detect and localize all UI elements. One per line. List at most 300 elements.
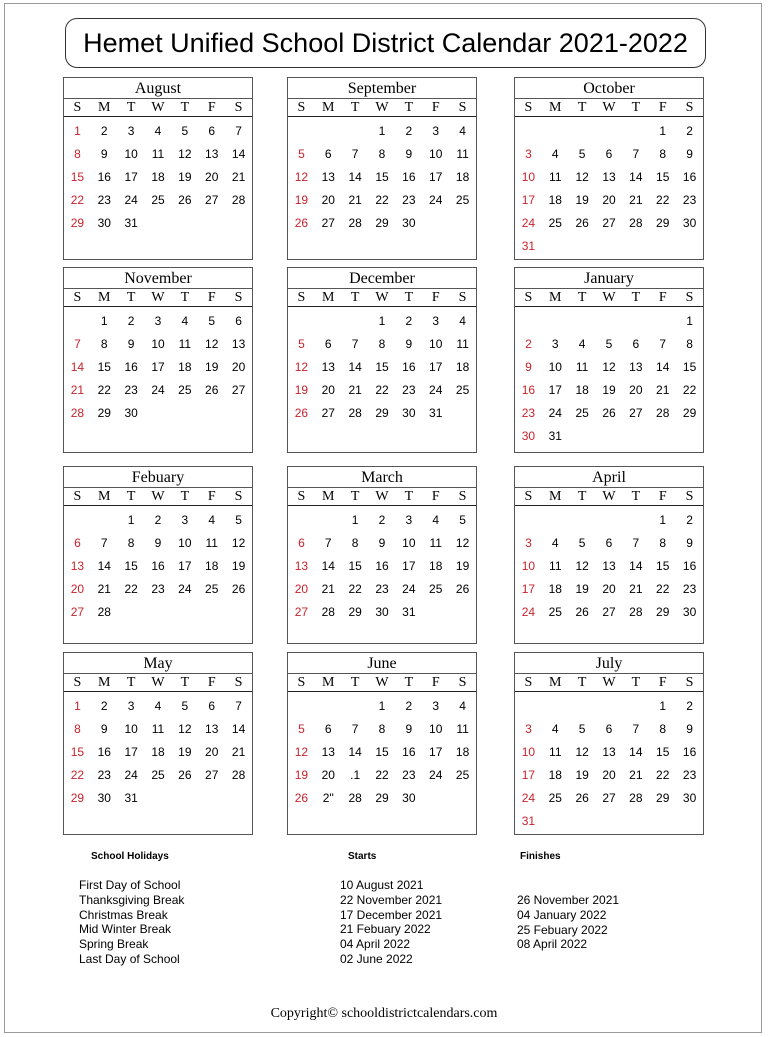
- day-cell: 7: [351, 722, 359, 736]
- day-cell: 30: [402, 791, 416, 805]
- day-cell: 28: [629, 605, 643, 619]
- day-cell: 11: [429, 536, 442, 550]
- day-cell: 26: [178, 768, 192, 782]
- weekday-label: T: [180, 489, 190, 504]
- day-cell: 11: [549, 559, 562, 573]
- day-cell: 23: [124, 383, 138, 397]
- holiday-finish-date: 04 January 2022: [517, 907, 607, 922]
- day-cell: 11: [456, 722, 469, 736]
- empty-cell: [342, 310, 369, 333]
- day-cell: 17: [124, 170, 138, 184]
- day-cell: 11: [205, 536, 218, 550]
- day-cell: 9: [405, 147, 413, 161]
- day-cell: 25: [455, 193, 470, 207]
- day-cell: 25: [548, 605, 562, 619]
- empty-cell: [342, 120, 369, 143]
- day-cell: 22: [656, 193, 670, 207]
- day-cell: 28: [629, 791, 643, 805]
- weekday-header: [64, 99, 252, 117]
- weekday-label: T: [631, 675, 641, 690]
- day-cell: 14: [348, 170, 362, 184]
- weekday-label: W: [602, 100, 616, 115]
- day-grid: [288, 692, 476, 810]
- empty-cell: [622, 120, 649, 143]
- day-cell: 22: [124, 582, 138, 596]
- day-cell: 24: [521, 605, 536, 619]
- day-cell: 28: [231, 193, 246, 207]
- day-cell: 23: [521, 406, 536, 420]
- day-cell: 4: [551, 147, 559, 161]
- day-cell: 27: [629, 406, 643, 420]
- empty-cell: [569, 695, 596, 718]
- month-name: May: [64, 653, 252, 674]
- holidays-names-header: School Holidays: [91, 851, 169, 862]
- day-cell: 3: [525, 536, 532, 550]
- day-cell: 14: [629, 170, 643, 184]
- day-grid: [64, 506, 252, 624]
- day-cell: 28: [348, 406, 362, 420]
- day-cell: 31: [429, 406, 443, 420]
- month-name: December: [288, 268, 476, 289]
- day-cell: 1: [351, 513, 359, 527]
- day-cell: 8: [659, 722, 667, 736]
- day-cell: 8: [351, 536, 359, 550]
- day-cell: 15: [375, 745, 389, 759]
- day-cell: 8: [659, 536, 667, 550]
- day-cell: 1: [100, 314, 108, 328]
- day-cell: 3: [181, 513, 189, 527]
- day-cell: 7: [659, 337, 667, 351]
- holiday-start-date: 22 November 2021: [340, 892, 443, 907]
- weekday-label: T: [631, 100, 641, 115]
- day-cell: 15: [375, 360, 389, 374]
- weekday-label: S: [685, 290, 694, 305]
- empty-cell: [569, 120, 596, 143]
- day-cell: 28: [70, 406, 85, 420]
- day-cell: 27: [231, 383, 246, 397]
- day-cell: 14: [97, 559, 111, 573]
- day-cell: 29: [656, 791, 670, 805]
- day-cell: 27: [205, 768, 219, 782]
- day-cell: 28: [348, 791, 362, 805]
- day-cell: 28: [97, 605, 111, 619]
- day-cell: 6: [298, 536, 305, 550]
- month-name: July: [515, 653, 703, 674]
- day-cell: 3: [127, 699, 135, 713]
- weekday-header: [515, 99, 703, 117]
- day-cell: 12: [178, 147, 192, 161]
- day-cell: 30: [97, 216, 111, 230]
- day-cell: 13: [602, 745, 616, 759]
- day-cell: 25: [429, 582, 443, 596]
- day-cell: 23: [402, 383, 416, 397]
- weekday-label: T: [350, 489, 360, 504]
- day-cell: 8: [378, 337, 386, 351]
- day-cell: 26: [294, 406, 309, 420]
- day-cell: 7: [351, 337, 359, 351]
- holiday-finish-date: 26 November 2021: [517, 893, 620, 907]
- day-cell: 18: [548, 768, 562, 782]
- day-cell: 9: [686, 536, 693, 550]
- day-cell: 19: [575, 768, 589, 782]
- day-cell: 27: [70, 605, 85, 619]
- day-cell: 6: [208, 699, 216, 713]
- day-cell: 7: [74, 337, 81, 351]
- empty-cell: [515, 695, 542, 718]
- holiday-name: First Day of School: [79, 878, 181, 892]
- day-cell: 7: [632, 536, 640, 550]
- day-cell: 4: [551, 722, 559, 736]
- weekday-label: F: [207, 675, 216, 690]
- holiday-finish-date: 08 April 2022: [517, 937, 588, 952]
- weekday-label: W: [375, 290, 389, 305]
- day-cell: 24: [521, 791, 536, 805]
- weekday-label: M: [549, 290, 562, 305]
- day-cell: 26: [294, 791, 309, 805]
- weekday-label: F: [431, 675, 440, 690]
- holiday-start-date: 10 August 2021: [340, 878, 424, 892]
- weekday-header: [288, 488, 476, 506]
- day-cell: 22: [70, 193, 85, 207]
- month-january: [514, 267, 704, 453]
- day-cell: 22: [70, 768, 85, 782]
- day-cell: 4: [154, 699, 162, 713]
- weekday-label: W: [151, 100, 165, 115]
- day-cell: 16: [97, 745, 111, 759]
- page-title: Hemet Unified School District Calendar 2021-2022: [65, 18, 706, 68]
- day-cell: 7: [632, 722, 640, 736]
- day-cell: 13: [321, 170, 335, 184]
- day-cell: 28: [656, 406, 670, 420]
- day-cell: 27: [602, 605, 616, 619]
- weekday-header: [64, 674, 252, 692]
- weekday-label: T: [404, 290, 414, 305]
- day-cell: 2: [378, 513, 386, 527]
- weekday-label: F: [658, 100, 667, 115]
- day-cell: 14: [231, 147, 246, 161]
- day-cell: 2: [405, 124, 413, 138]
- day-cell: 26: [294, 216, 309, 230]
- day-cell: 12: [205, 337, 219, 351]
- day-cell: 9: [686, 147, 693, 161]
- day-cell: 26: [602, 406, 616, 420]
- day-cell: 20: [231, 360, 246, 374]
- day-cell: 13: [205, 147, 219, 161]
- day-cell: 2: [100, 124, 108, 138]
- month-name: June: [288, 653, 476, 674]
- day-cell: 24: [429, 383, 443, 397]
- day-cell: 19: [294, 193, 309, 207]
- day-cell: 17: [521, 768, 536, 782]
- empty-cell: [596, 695, 623, 718]
- day-cell: 20: [602, 768, 616, 782]
- weekday-label: F: [207, 100, 216, 115]
- day-cell: 21: [629, 582, 643, 596]
- empty-cell: [315, 310, 342, 333]
- day-cell: 23: [682, 582, 697, 596]
- day-cell: 13: [602, 170, 616, 184]
- day-cell: 10: [124, 147, 138, 161]
- day-cell: 3: [127, 124, 135, 138]
- weekday-label: F: [207, 290, 216, 305]
- day-cell: 13: [294, 559, 309, 573]
- day-cell: 30: [682, 216, 697, 230]
- month-october: [514, 77, 704, 260]
- day-cell: 8: [74, 722, 81, 736]
- empty-cell: [622, 695, 649, 718]
- day-cell: 15: [656, 559, 670, 573]
- day-cell: 20: [321, 768, 335, 782]
- day-cell: 9: [525, 360, 532, 374]
- day-cell: 9: [100, 147, 108, 161]
- weekday-label: T: [180, 290, 190, 305]
- weekday-label: T: [631, 290, 641, 305]
- weekday-label: W: [602, 489, 616, 504]
- day-cell: 24: [402, 582, 416, 596]
- holiday-name: Christmas Break: [79, 907, 168, 922]
- weekday-label: W: [151, 290, 165, 305]
- day-cell: 22: [375, 768, 389, 782]
- weekday-label: T: [126, 489, 136, 504]
- day-cell: 17: [521, 582, 536, 596]
- day-cell: 25: [178, 383, 192, 397]
- day-cell: 15: [348, 559, 362, 573]
- weekday-label: S: [685, 489, 694, 504]
- month-name: September: [288, 78, 476, 99]
- weekday-label: T: [404, 100, 414, 115]
- weekday-label: S: [234, 489, 243, 504]
- day-cell: 5: [298, 147, 305, 161]
- day-cell: 1: [659, 513, 667, 527]
- weekday-label: S: [234, 100, 243, 115]
- day-cell: 2: [525, 337, 532, 351]
- day-cell: 15: [375, 170, 389, 184]
- empty-cell: [596, 120, 623, 143]
- day-cell: 23: [402, 193, 416, 207]
- day-cell: 2: [154, 513, 162, 527]
- day-cell: 28: [231, 768, 246, 782]
- day-cell: 21: [348, 383, 362, 397]
- day-cell: 19: [231, 559, 246, 573]
- day-cell: 27: [602, 216, 616, 230]
- day-cell: 4: [551, 536, 559, 550]
- day-cell: 15: [682, 360, 697, 374]
- holiday-name: Mid Winter Break: [79, 922, 172, 937]
- day-cell: 5: [578, 147, 586, 161]
- day-cell: 18: [455, 360, 470, 374]
- day-cell: 2: [127, 314, 135, 328]
- day-cell: 16: [682, 170, 697, 184]
- day-cell: 6: [605, 722, 613, 736]
- month-febuary: [63, 466, 253, 644]
- day-cell: 5: [459, 513, 466, 527]
- day-cell: 18: [455, 170, 470, 184]
- empty-cell: [542, 695, 569, 718]
- day-cell: 4: [181, 314, 189, 328]
- day-cell: 23: [151, 582, 165, 596]
- day-cell: 6: [74, 536, 81, 550]
- weekday-label: S: [234, 675, 243, 690]
- day-cell: 10: [402, 536, 416, 550]
- day-cell: 12: [231, 536, 246, 550]
- day-cell: 22: [656, 582, 670, 596]
- day-cell: 29: [656, 216, 670, 230]
- weekday-label: S: [458, 489, 467, 504]
- day-cell: 1: [378, 124, 386, 138]
- day-cell: 20: [602, 582, 616, 596]
- day-cell: 24: [429, 193, 443, 207]
- day-cell: 18: [429, 559, 443, 573]
- weekday-header: [288, 99, 476, 117]
- holiday-start-date: 17 December 2021: [340, 907, 443, 922]
- day-cell: 26: [575, 791, 589, 805]
- empty-cell: [91, 509, 118, 532]
- day-cell: 5: [181, 124, 189, 138]
- day-cell: 6: [324, 722, 332, 736]
- day-cell: 31: [521, 814, 536, 828]
- holidays-finishes-header: Finishes: [520, 851, 561, 862]
- day-cell: 18: [205, 559, 219, 573]
- day-cell: 7: [324, 536, 332, 550]
- day-cell: 5: [181, 699, 189, 713]
- weekday-header: [64, 488, 252, 506]
- day-cell: 13: [321, 745, 335, 759]
- day-cell: 6: [324, 147, 332, 161]
- day-cell: 2: [405, 699, 413, 713]
- day-cell: 2": [322, 791, 334, 805]
- day-cell: 16: [521, 383, 536, 397]
- day-cell: 16: [402, 745, 416, 759]
- day-cell: 6: [632, 337, 640, 351]
- day-cell: 24: [124, 768, 138, 782]
- day-cell: 27: [205, 193, 219, 207]
- day-cell: 12: [294, 745, 309, 759]
- weekday-label: M: [549, 100, 562, 115]
- day-cell: 10: [429, 147, 443, 161]
- day-cell: 17: [429, 360, 443, 374]
- day-cell: 18: [151, 170, 165, 184]
- day-cell: 1: [74, 699, 81, 713]
- weekday-label: S: [297, 675, 306, 690]
- weekday-label: W: [375, 675, 389, 690]
- empty-cell: [64, 509, 91, 532]
- day-cell: 6: [324, 337, 332, 351]
- day-cell: 1: [686, 314, 693, 328]
- day-cell: 1: [659, 699, 667, 713]
- day-cell: 10: [124, 722, 138, 736]
- day-grid: [515, 506, 703, 624]
- day-cell: 18: [178, 360, 192, 374]
- holiday-name: Spring Break: [79, 937, 149, 952]
- day-cell: 18: [455, 745, 470, 759]
- weekday-label: S: [685, 675, 694, 690]
- day-cell: 29: [656, 605, 670, 619]
- day-cell: 17: [548, 383, 562, 397]
- day-cell: 8: [100, 337, 108, 351]
- day-cell: 24: [124, 193, 138, 207]
- day-cell: 31: [124, 216, 138, 230]
- day-cell: 19: [178, 170, 192, 184]
- day-cell: 9: [405, 337, 413, 351]
- weekday-label: T: [180, 675, 190, 690]
- weekday-label: F: [658, 290, 667, 305]
- weekday-label: T: [350, 290, 360, 305]
- day-cell: 6: [605, 147, 613, 161]
- day-cell: 13: [70, 559, 85, 573]
- day-cell: 8: [127, 536, 135, 550]
- day-cell: 2: [686, 124, 693, 138]
- day-cell: 2: [405, 314, 413, 328]
- day-cell: 19: [294, 768, 309, 782]
- day-cell: 25: [575, 406, 589, 420]
- weekday-label: T: [404, 489, 414, 504]
- weekday-header: [515, 488, 703, 506]
- day-cell: 15: [70, 170, 85, 184]
- holiday-start-date: 04 April 2022: [340, 937, 411, 952]
- weekday-label: W: [602, 290, 616, 305]
- day-cell: 30: [402, 216, 416, 230]
- empty-cell: [315, 120, 342, 143]
- day-cell: 17: [521, 193, 536, 207]
- day-cell: 4: [459, 699, 466, 713]
- day-cell: 25: [151, 768, 165, 782]
- day-cell: 9: [686, 722, 693, 736]
- weekday-label: W: [151, 675, 165, 690]
- day-grid: [288, 506, 476, 624]
- weekday-label: M: [549, 489, 562, 504]
- day-cell: 20: [205, 170, 219, 184]
- day-cell: 4: [578, 337, 586, 351]
- day-cell: 27: [321, 406, 335, 420]
- day-cell: 15: [70, 745, 85, 759]
- day-cell: 12: [575, 170, 589, 184]
- day-cell: 3: [551, 337, 559, 351]
- day-cell: 11: [456, 147, 469, 161]
- day-cell: 11: [575, 360, 589, 374]
- day-cell: 21: [348, 193, 362, 207]
- empty-cell: [622, 509, 649, 532]
- weekday-header: [64, 289, 252, 307]
- day-cell: 7: [632, 147, 640, 161]
- day-cell: 2: [100, 699, 108, 713]
- empty-cell: [64, 310, 91, 333]
- weekday-label: W: [151, 489, 165, 504]
- weekday-label: M: [322, 489, 335, 504]
- day-cell: 19: [205, 360, 219, 374]
- day-cell: 18: [575, 383, 589, 397]
- day-cell: 5: [298, 722, 305, 736]
- empty-cell: [315, 695, 342, 718]
- day-cell: 3: [432, 314, 440, 328]
- day-cell: 1: [378, 699, 386, 713]
- day-cell: 7: [235, 124, 242, 138]
- day-grid: [288, 117, 476, 235]
- day-cell: 15: [97, 360, 111, 374]
- weekday-label: T: [126, 100, 136, 115]
- day-cell: 21: [321, 582, 335, 596]
- weekday-label: F: [431, 290, 440, 305]
- holidays-starts-header: Starts: [348, 851, 377, 862]
- day-cell: 27: [321, 216, 335, 230]
- day-cell: 4: [459, 124, 466, 138]
- day-cell: 21: [231, 170, 246, 184]
- day-cell: 14: [70, 360, 85, 374]
- month-august: [63, 77, 253, 260]
- day-cell: 3: [525, 722, 532, 736]
- holiday-name: Last Day of School: [79, 951, 180, 966]
- day-cell: 2: [686, 699, 693, 713]
- day-cell: 1: [127, 513, 135, 527]
